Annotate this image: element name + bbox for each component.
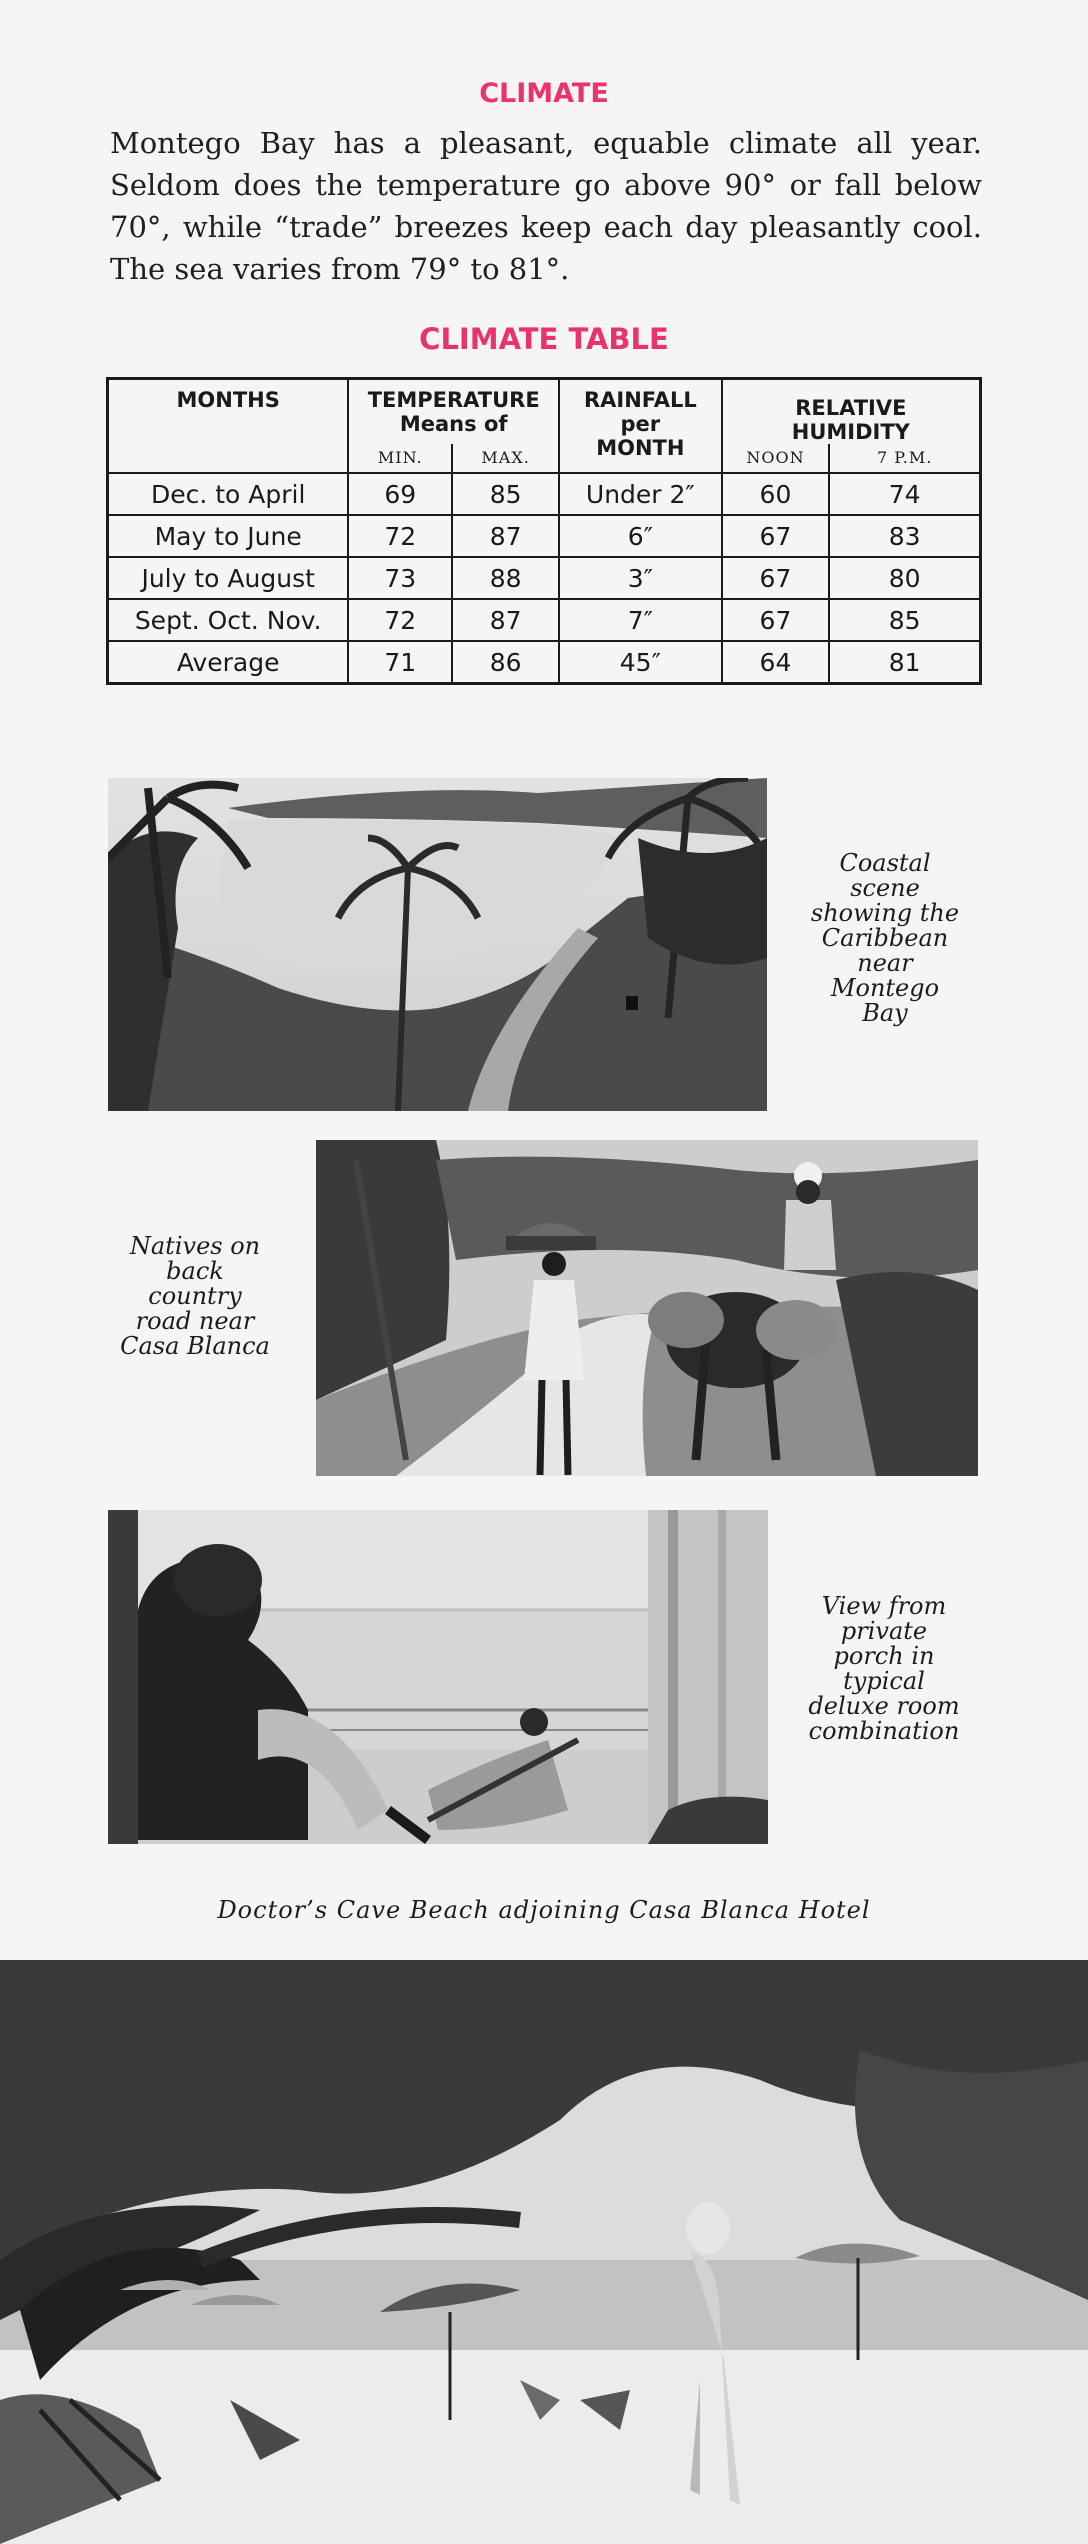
cell-months: Average — [108, 641, 349, 684]
cell-7pm: 80 — [829, 557, 980, 599]
table-header-row — [108, 379, 981, 445]
cell-noon: 67 — [722, 515, 830, 557]
header-7pm: 7 P.M. — [829, 444, 980, 473]
coastal-scene-photo — [108, 778, 767, 1111]
cell-max: 87 — [452, 515, 559, 557]
porch-view-caption: View from private porch in typical deluxe room combination — [808, 1592, 960, 1745]
cell-7pm: 83 — [829, 515, 980, 557]
cell-months: Dec. to April — [108, 473, 349, 515]
beach-photo — [0, 1960, 1088, 2544]
header-max: MAX. — [452, 444, 559, 473]
header-rainfall: RAINFALL per MONTH — [559, 379, 722, 474]
natives-road-caption: Natives on back country road near Casa Blanca — [120, 1232, 270, 1360]
porch-view-photo — [108, 1510, 768, 1844]
header-temperature: TEMPERATURE Means of — [348, 379, 559, 445]
cell-noon: 67 — [722, 557, 830, 599]
cell-min: 69 — [348, 473, 452, 515]
cell-7pm: 81 — [829, 641, 980, 684]
cell-rainfall: Under 2″ — [559, 473, 722, 515]
header-min: MIN. — [348, 444, 452, 473]
cell-noon: 67 — [722, 599, 830, 641]
table-row — [108, 557, 981, 599]
table-row — [108, 599, 981, 641]
climate-table-heading: CLIMATE TABLE — [419, 322, 669, 356]
cell-max: 85 — [452, 473, 559, 515]
climate-table — [106, 377, 982, 685]
header-months: MONTHS — [108, 379, 349, 474]
cell-max: 86 — [452, 641, 559, 684]
climate-intro-paragraph: Montego Bay has a pleasant, equable climate all year. Seldom does the temperature go above 90° or fall below 70°, while “trade” breezes keep each day pleasantly cool. The sea varies from 79° to 81°. — [110, 126, 982, 286]
coastal-scene-caption: Coastal scene showing the Caribbean near Montego Bay — [810, 849, 960, 1027]
table-row — [108, 473, 981, 515]
header-noon: NOON — [722, 444, 830, 473]
cell-max: 87 — [452, 599, 559, 641]
cell-7pm: 85 — [829, 599, 980, 641]
cell-noon: 64 — [722, 641, 830, 684]
table-row — [108, 515, 981, 557]
cell-max: 88 — [452, 557, 559, 599]
cell-rainfall: 7″ — [559, 599, 722, 641]
cell-months: July to August — [108, 557, 349, 599]
table-row — [108, 641, 981, 684]
cell-months: May to June — [108, 515, 349, 557]
cell-min: 72 — [348, 515, 452, 557]
cell-rainfall: 45″ — [559, 641, 722, 684]
cell-min: 72 — [348, 599, 452, 641]
header-humidity: RELATIVE HUMIDITY — [722, 379, 981, 445]
cell-rainfall: 6″ — [559, 515, 722, 557]
natives-road-photo — [316, 1140, 978, 1476]
cell-rainfall: 3″ — [559, 557, 722, 599]
cell-noon: 60 — [722, 473, 830, 515]
cell-min: 71 — [348, 641, 452, 684]
beach-photo-caption: Doctor’s Cave Beach adjoining Casa Blanca Hotel — [217, 1896, 871, 1924]
climate-heading: CLIMATE — [479, 78, 609, 109]
cell-7pm: 74 — [829, 473, 980, 515]
cell-min: 73 — [348, 557, 452, 599]
cell-months: Sept. Oct. Nov. — [108, 599, 349, 641]
